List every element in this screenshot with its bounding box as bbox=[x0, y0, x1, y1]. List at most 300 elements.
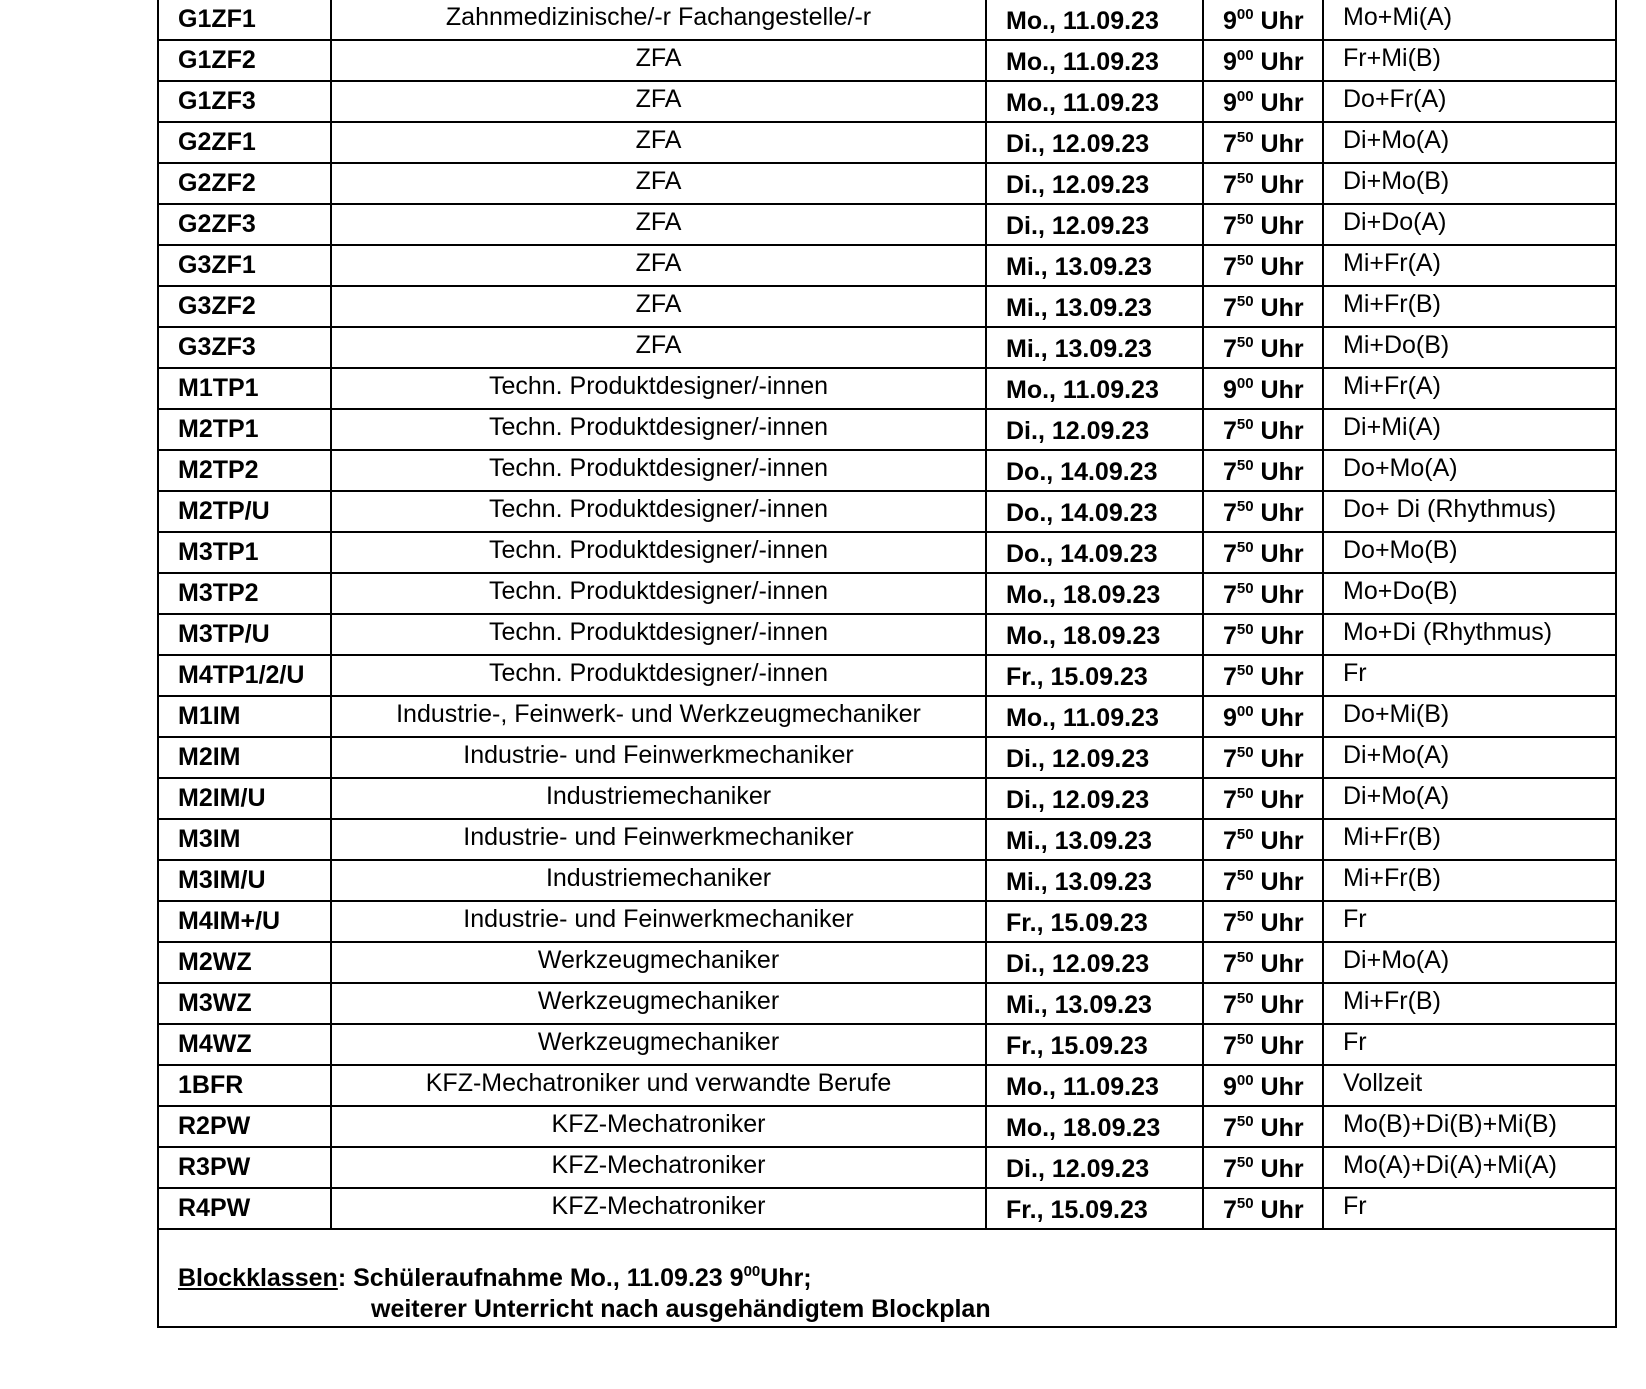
school-days-text: Mo+Mi(A) bbox=[1343, 3, 1453, 31]
start-time-hour: 7 bbox=[1223, 1196, 1237, 1224]
table-row bbox=[159, 573, 1615, 614]
start-time-unit: Uhr bbox=[1260, 458, 1304, 486]
start-time-cell bbox=[1203, 81, 1323, 122]
profession-text: Werkzeugmechaniker bbox=[537, 987, 780, 1015]
class-code-cell: G1ZF3 bbox=[159, 81, 331, 122]
school-days-cell bbox=[1323, 327, 1615, 368]
start-date-text: Mo., 18.09.23 bbox=[1006, 581, 1161, 609]
start-time-unit: Uhr bbox=[1260, 540, 1304, 568]
start-date-text: Di., 12.09.23 bbox=[1006, 171, 1150, 199]
school-days-text: Fr bbox=[1343, 659, 1367, 687]
start-date-cell bbox=[986, 778, 1203, 819]
start-time-cell bbox=[1203, 614, 1323, 655]
start-time-cell bbox=[1203, 860, 1323, 901]
start-date-cell bbox=[986, 204, 1203, 245]
start-time-text bbox=[1223, 576, 1304, 614]
start-time-cell bbox=[1203, 409, 1323, 450]
table-row bbox=[159, 0, 1615, 40]
start-date-text: Fr., 15.09.23 bbox=[1006, 1196, 1148, 1224]
table-row bbox=[159, 614, 1615, 655]
school-days-text: Mi+Fr(A) bbox=[1343, 249, 1441, 277]
profession-cell bbox=[331, 204, 986, 245]
start-date-text: Fr., 15.09.23 bbox=[1006, 1032, 1148, 1060]
start-date-cell bbox=[986, 655, 1203, 696]
block-classes-admission-text: Schüleraufnahme Mo., 11.09.23 9 bbox=[353, 1264, 744, 1292]
start-time-text bbox=[1223, 1150, 1304, 1188]
start-time-text bbox=[1223, 1068, 1304, 1106]
school-days-text: Di+Mo(A) bbox=[1343, 126, 1450, 154]
start-date-text: Mo., 11.09.23 bbox=[1006, 89, 1159, 117]
table-row bbox=[159, 860, 1615, 901]
start-date-text: Mi., 13.09.23 bbox=[1006, 827, 1152, 855]
start-time-unit: Uhr bbox=[1260, 950, 1304, 978]
start-time-text bbox=[1223, 125, 1304, 163]
start-time-hour: 9 bbox=[1223, 376, 1237, 404]
profession-text: Industriemechaniker bbox=[545, 782, 772, 810]
profession-cell bbox=[331, 819, 986, 860]
start-time-unit: Uhr bbox=[1260, 663, 1304, 691]
school-days-cell bbox=[1323, 532, 1615, 573]
start-time-unit: Uhr bbox=[1260, 1196, 1304, 1224]
start-time-hour: 7 bbox=[1223, 1114, 1237, 1142]
school-days-cell bbox=[1323, 450, 1615, 491]
profession-cell bbox=[331, 409, 986, 450]
start-date-cell bbox=[986, 614, 1203, 655]
start-time-minutes: 50 bbox=[1236, 744, 1254, 761]
start-time-cell bbox=[1203, 163, 1323, 204]
start-time-minutes: 00 bbox=[1236, 703, 1254, 720]
table-row bbox=[159, 163, 1615, 204]
start-date-text: Di., 12.09.23 bbox=[1006, 950, 1150, 978]
start-time-text bbox=[1223, 658, 1304, 696]
profession-cell bbox=[331, 450, 986, 491]
profession-text: Industrie-, Feinwerk- und Werkzeugmechaniker bbox=[396, 700, 921, 728]
school-days-cell bbox=[1323, 409, 1615, 450]
start-time-text bbox=[1223, 535, 1304, 573]
school-days-cell bbox=[1323, 122, 1615, 163]
profession-text: Zahnmedizinische/-r Fachangestelle/-r bbox=[445, 3, 872, 31]
class-code-cell: R4PW bbox=[159, 1188, 331, 1229]
profession-text: Techn. Produktdesigner/-innen bbox=[488, 454, 829, 482]
start-time-minutes: 50 bbox=[1236, 539, 1254, 556]
schedule-document bbox=[157, 0, 1617, 1328]
start-time-hour: 7 bbox=[1223, 212, 1237, 240]
start-time-minutes: 50 bbox=[1236, 457, 1254, 474]
table-row bbox=[159, 1147, 1615, 1188]
start-time-cell bbox=[1203, 1065, 1323, 1106]
start-time-text bbox=[1223, 494, 1304, 532]
start-date-cell bbox=[986, 532, 1203, 573]
start-time-cell bbox=[1203, 1147, 1323, 1188]
schedule-table-body bbox=[159, 0, 1615, 1229]
start-time-unit: Uhr bbox=[1260, 991, 1304, 1019]
class-code-cell: G2ZF2 bbox=[159, 163, 331, 204]
school-days-text: Do+Mo(A) bbox=[1343, 454, 1458, 482]
school-days-cell bbox=[1323, 655, 1615, 696]
school-days-cell bbox=[1323, 81, 1615, 122]
start-time-minutes: 50 bbox=[1236, 416, 1254, 433]
start-time-minutes: 50 bbox=[1236, 498, 1254, 515]
school-days-text: Do+Fr(A) bbox=[1343, 85, 1447, 113]
start-time-cell bbox=[1203, 778, 1323, 819]
start-time-hour: 9 bbox=[1223, 1073, 1237, 1101]
start-time-hour: 7 bbox=[1223, 253, 1237, 281]
start-time-cell bbox=[1203, 532, 1323, 573]
start-time-unit: Uhr bbox=[1260, 376, 1304, 404]
table-row bbox=[159, 286, 1615, 327]
start-time-hour: 7 bbox=[1223, 335, 1237, 363]
profession-text: ZFA bbox=[635, 126, 682, 154]
start-time-text bbox=[1223, 371, 1304, 409]
class-code-cell: G1ZF2 bbox=[159, 40, 331, 81]
start-time-hour: 7 bbox=[1223, 663, 1237, 691]
profession-cell bbox=[331, 491, 986, 532]
profession-text: ZFA bbox=[635, 331, 682, 359]
class-code-cell: 1BFR bbox=[159, 1065, 331, 1106]
school-days-cell bbox=[1323, 1106, 1615, 1147]
school-days-cell bbox=[1323, 40, 1615, 81]
start-date-text: Fr., 15.09.23 bbox=[1006, 663, 1148, 691]
school-days-cell bbox=[1323, 368, 1615, 409]
start-time-minutes: 50 bbox=[1236, 334, 1254, 351]
start-time-unit: Uhr bbox=[1260, 253, 1304, 281]
start-time-minutes: 50 bbox=[1236, 1031, 1254, 1048]
block-classes-label: Blockklassen bbox=[178, 1264, 338, 1292]
start-time-hour: 7 bbox=[1223, 1155, 1237, 1183]
profession-cell bbox=[331, 1024, 986, 1065]
profession-text: Techn. Produktdesigner/-innen bbox=[488, 495, 829, 523]
start-time-cell bbox=[1203, 983, 1323, 1024]
class-schedule-table bbox=[159, 0, 1615, 1230]
start-time-minutes: 50 bbox=[1236, 826, 1254, 843]
start-time-cell bbox=[1203, 1024, 1323, 1065]
class-code-cell: M4WZ bbox=[159, 1024, 331, 1065]
class-code-cell: M2WZ bbox=[159, 942, 331, 983]
start-time-minutes: 50 bbox=[1236, 211, 1254, 228]
block-classes-line-1 bbox=[178, 1264, 812, 1293]
start-time-cell bbox=[1203, 1188, 1323, 1229]
profession-text: Techn. Produktdesigner/-innen bbox=[488, 413, 829, 441]
class-code-cell: G1ZF1 bbox=[159, 0, 331, 40]
start-time-minutes: 00 bbox=[1236, 88, 1254, 105]
profession-text: KFZ-Mechatroniker bbox=[551, 1192, 766, 1220]
profession-cell bbox=[331, 327, 986, 368]
profession-text: KFZ-Mechatroniker und verwandte Berufe bbox=[425, 1069, 892, 1097]
start-time-hour: 9 bbox=[1223, 704, 1237, 732]
class-code-cell: G3ZF2 bbox=[159, 286, 331, 327]
class-code-cell: M4IM+/U bbox=[159, 901, 331, 942]
table-row bbox=[159, 737, 1615, 778]
class-code-cell: M3TP1 bbox=[159, 532, 331, 573]
class-code-cell: G2ZF3 bbox=[159, 204, 331, 245]
start-time-cell bbox=[1203, 204, 1323, 245]
profession-text: Techn. Produktdesigner/-innen bbox=[488, 577, 829, 605]
class-code-cell: M2TP/U bbox=[159, 491, 331, 532]
school-days-text: Do+Mi(B) bbox=[1343, 700, 1450, 728]
start-date-text: Do., 14.09.23 bbox=[1006, 499, 1158, 527]
profession-cell bbox=[331, 1147, 986, 1188]
start-time-minutes: 50 bbox=[1236, 580, 1254, 597]
school-days-cell bbox=[1323, 737, 1615, 778]
start-time-text bbox=[1223, 863, 1304, 901]
table-row bbox=[159, 491, 1615, 532]
table-row bbox=[159, 245, 1615, 286]
school-days-text: Mo(B)+Di(B)+Mi(B) bbox=[1343, 1110, 1557, 1138]
class-code-cell: M1IM bbox=[159, 696, 331, 737]
school-days-text: Vollzeit bbox=[1343, 1069, 1423, 1097]
table-row bbox=[159, 81, 1615, 122]
profession-cell bbox=[331, 860, 986, 901]
start-time-unit: Uhr bbox=[1260, 212, 1304, 240]
profession-text: Techn. Produktdesigner/-innen bbox=[488, 536, 829, 564]
table-row bbox=[159, 368, 1615, 409]
start-time-cell bbox=[1203, 1106, 1323, 1147]
start-time-minutes: 00 bbox=[1236, 47, 1254, 64]
start-time-text bbox=[1223, 248, 1304, 286]
school-days-cell bbox=[1323, 1024, 1615, 1065]
table-row bbox=[159, 983, 1615, 1024]
start-time-hour: 7 bbox=[1223, 868, 1237, 896]
start-time-hour: 9 bbox=[1223, 7, 1237, 35]
table-row bbox=[159, 1188, 1615, 1229]
start-date-text: Mi., 13.09.23 bbox=[1006, 868, 1152, 896]
start-time-unit: Uhr bbox=[1260, 48, 1304, 76]
profession-cell bbox=[331, 122, 986, 163]
profession-cell bbox=[331, 1065, 986, 1106]
school-days-cell bbox=[1323, 942, 1615, 983]
school-days-cell bbox=[1323, 286, 1615, 327]
start-time-hour: 7 bbox=[1223, 499, 1237, 527]
school-days-cell bbox=[1323, 614, 1615, 655]
start-date-cell bbox=[986, 819, 1203, 860]
start-time-text bbox=[1223, 1109, 1304, 1147]
profession-text: Werkzeugmechaniker bbox=[537, 1028, 780, 1056]
class-code-cell: M2TP2 bbox=[159, 450, 331, 491]
profession-text: Industriemechaniker bbox=[545, 864, 772, 892]
class-code-cell: G3ZF3 bbox=[159, 327, 331, 368]
table-row bbox=[159, 1065, 1615, 1106]
table-row bbox=[159, 409, 1615, 450]
start-time-text bbox=[1223, 740, 1304, 778]
start-time-cell bbox=[1203, 491, 1323, 532]
start-date-text: Fr., 15.09.23 bbox=[1006, 909, 1148, 937]
start-date-text: Mo., 11.09.23 bbox=[1006, 376, 1159, 404]
school-days-cell bbox=[1323, 819, 1615, 860]
start-date-cell bbox=[986, 368, 1203, 409]
start-time-minutes: 50 bbox=[1236, 990, 1254, 1007]
profession-cell bbox=[331, 655, 986, 696]
start-time-cell bbox=[1203, 819, 1323, 860]
school-days-cell bbox=[1323, 163, 1615, 204]
class-code-cell: M2IM bbox=[159, 737, 331, 778]
start-time-minutes: 50 bbox=[1236, 1195, 1254, 1212]
start-time-unit: Uhr bbox=[1260, 581, 1304, 609]
school-days-text: Mi+Fr(A) bbox=[1343, 372, 1441, 400]
school-days-text: Fr bbox=[1343, 1192, 1367, 1220]
school-days-text: Do+ Di (Rhythmus) bbox=[1343, 495, 1557, 523]
class-code-cell: M3TP2 bbox=[159, 573, 331, 614]
block-classes-colon: : bbox=[337, 1264, 347, 1292]
start-time-text bbox=[1223, 986, 1304, 1024]
school-days-text: Mi+Fr(B) bbox=[1343, 864, 1441, 892]
start-time-hour: 7 bbox=[1223, 745, 1237, 773]
profession-cell bbox=[331, 286, 986, 327]
start-time-unit: Uhr bbox=[1260, 786, 1304, 814]
start-time-unit: Uhr bbox=[1260, 622, 1304, 650]
start-time-minutes: 50 bbox=[1236, 949, 1254, 966]
table-row bbox=[159, 450, 1615, 491]
start-time-unit: Uhr bbox=[1260, 335, 1304, 363]
start-time-unit: Uhr bbox=[1260, 7, 1304, 35]
start-date-cell bbox=[986, 1106, 1203, 1147]
start-date-cell bbox=[986, 1147, 1203, 1188]
start-date-cell bbox=[986, 409, 1203, 450]
class-code-cell: M2IM/U bbox=[159, 778, 331, 819]
start-time-text bbox=[1223, 43, 1304, 81]
start-time-unit: Uhr bbox=[1260, 1073, 1304, 1101]
start-time-minutes: 50 bbox=[1236, 129, 1254, 146]
school-days-text: Mi+Fr(B) bbox=[1343, 823, 1441, 851]
start-date-text: Di., 12.09.23 bbox=[1006, 130, 1150, 158]
table-row bbox=[159, 819, 1615, 860]
start-date-cell bbox=[986, 81, 1203, 122]
profession-cell bbox=[331, 737, 986, 778]
start-time-minutes: 50 bbox=[1236, 170, 1254, 187]
start-time-unit: Uhr bbox=[1260, 417, 1304, 445]
school-days-text: Mo+Do(B) bbox=[1343, 577, 1458, 605]
profession-text: Techn. Produktdesigner/-innen bbox=[488, 659, 829, 687]
start-time-hour: 9 bbox=[1223, 48, 1237, 76]
profession-cell bbox=[331, 1106, 986, 1147]
table-row bbox=[159, 204, 1615, 245]
start-time-text bbox=[1223, 2, 1304, 40]
block-classes-note bbox=[159, 1230, 1615, 1326]
start-date-cell bbox=[986, 901, 1203, 942]
school-days-text: Fr+Mi(B) bbox=[1343, 44, 1441, 72]
start-date-text: Mi., 13.09.23 bbox=[1006, 335, 1152, 363]
school-days-text: Di+Do(A) bbox=[1343, 208, 1447, 236]
start-time-hour: 7 bbox=[1223, 581, 1237, 609]
block-classes-admission-minutes: 00 bbox=[743, 1263, 761, 1280]
start-date-cell bbox=[986, 1188, 1203, 1229]
school-days-cell bbox=[1323, 491, 1615, 532]
start-time-hour: 7 bbox=[1223, 130, 1237, 158]
start-time-unit: Uhr bbox=[1260, 704, 1304, 732]
start-date-cell bbox=[986, 286, 1203, 327]
start-time-unit: Uhr bbox=[1260, 130, 1304, 158]
profession-cell bbox=[331, 778, 986, 819]
profession-text: Industrie- und Feinwerkmechaniker bbox=[463, 905, 854, 933]
profession-cell bbox=[331, 901, 986, 942]
start-time-text bbox=[1223, 412, 1304, 450]
class-code-cell: M3WZ bbox=[159, 983, 331, 1024]
start-date-cell bbox=[986, 245, 1203, 286]
start-date-cell bbox=[986, 860, 1203, 901]
start-date-text: Di., 12.09.23 bbox=[1006, 417, 1150, 445]
start-date-text: Mi., 13.09.23 bbox=[1006, 253, 1152, 281]
class-code-cell: M2TP1 bbox=[159, 409, 331, 450]
start-time-hour: 7 bbox=[1223, 458, 1237, 486]
profession-cell bbox=[331, 532, 986, 573]
school-days-cell bbox=[1323, 1188, 1615, 1229]
start-time-unit: Uhr bbox=[1260, 1114, 1304, 1142]
profession-text: Werkzeugmechaniker bbox=[537, 946, 780, 974]
block-classes-line-2: weiterer Unterricht nach ausgehändigtem Blockplan bbox=[371, 1295, 991, 1323]
profession-cell bbox=[331, 368, 986, 409]
start-time-cell bbox=[1203, 655, 1323, 696]
start-date-cell bbox=[986, 122, 1203, 163]
start-time-unit: Uhr bbox=[1260, 89, 1304, 117]
table-row bbox=[159, 122, 1615, 163]
class-code-cell: R3PW bbox=[159, 1147, 331, 1188]
profession-text: Industrie- und Feinwerkmechaniker bbox=[463, 741, 854, 769]
start-time-text bbox=[1223, 1191, 1304, 1229]
start-time-hour: 9 bbox=[1223, 89, 1237, 117]
profession-cell bbox=[331, 0, 986, 40]
table-row bbox=[159, 532, 1615, 573]
start-date-text: Do., 14.09.23 bbox=[1006, 540, 1158, 568]
school-days-text: Di+Mo(A) bbox=[1343, 946, 1450, 974]
school-days-text: Mi+Fr(B) bbox=[1343, 290, 1441, 318]
start-date-cell bbox=[986, 1065, 1203, 1106]
profession-cell bbox=[331, 942, 986, 983]
start-time-minutes: 00 bbox=[1236, 375, 1254, 392]
start-time-minutes: 50 bbox=[1236, 867, 1254, 884]
table-row bbox=[159, 901, 1615, 942]
start-time-hour: 7 bbox=[1223, 171, 1237, 199]
start-time-hour: 7 bbox=[1223, 909, 1237, 937]
profession-cell bbox=[331, 1188, 986, 1229]
start-time-text bbox=[1223, 699, 1304, 737]
start-date-text: Di., 12.09.23 bbox=[1006, 745, 1150, 773]
class-code-cell: M3IM/U bbox=[159, 860, 331, 901]
start-time-hour: 7 bbox=[1223, 540, 1237, 568]
start-date-text: Di., 12.09.23 bbox=[1006, 1155, 1150, 1183]
start-date-cell bbox=[986, 942, 1203, 983]
start-time-text bbox=[1223, 330, 1304, 368]
profession-cell bbox=[331, 40, 986, 81]
profession-text: ZFA bbox=[635, 249, 682, 277]
start-time-text bbox=[1223, 945, 1304, 983]
school-days-cell bbox=[1323, 573, 1615, 614]
school-days-text: Di+Mo(B) bbox=[1343, 167, 1450, 195]
start-time-text bbox=[1223, 207, 1304, 245]
profession-text: KFZ-Mechatroniker bbox=[551, 1110, 766, 1138]
profession-text: ZFA bbox=[635, 208, 682, 236]
profession-text: ZFA bbox=[635, 290, 682, 318]
start-date-text: Di., 12.09.23 bbox=[1006, 786, 1150, 814]
start-time-unit: Uhr bbox=[1260, 827, 1304, 855]
school-days-text: Mo+Di (Rhythmus) bbox=[1343, 618, 1553, 646]
table-row bbox=[159, 1106, 1615, 1147]
start-date-text: Mo., 18.09.23 bbox=[1006, 622, 1161, 650]
start-time-cell bbox=[1203, 245, 1323, 286]
school-days-text: Mi+Do(B) bbox=[1343, 331, 1450, 359]
start-date-text: Mi., 13.09.23 bbox=[1006, 991, 1152, 1019]
start-time-text bbox=[1223, 289, 1304, 327]
start-date-cell bbox=[986, 327, 1203, 368]
start-time-minutes: 50 bbox=[1236, 908, 1254, 925]
profession-cell bbox=[331, 573, 986, 614]
start-date-text: Mo., 18.09.23 bbox=[1006, 1114, 1161, 1142]
start-date-cell bbox=[986, 983, 1203, 1024]
table-row bbox=[159, 942, 1615, 983]
table-row bbox=[159, 40, 1615, 81]
start-date-cell bbox=[986, 163, 1203, 204]
start-time-minutes: 50 bbox=[1236, 1113, 1254, 1130]
class-code-cell: G3ZF1 bbox=[159, 245, 331, 286]
start-time-text bbox=[1223, 84, 1304, 122]
